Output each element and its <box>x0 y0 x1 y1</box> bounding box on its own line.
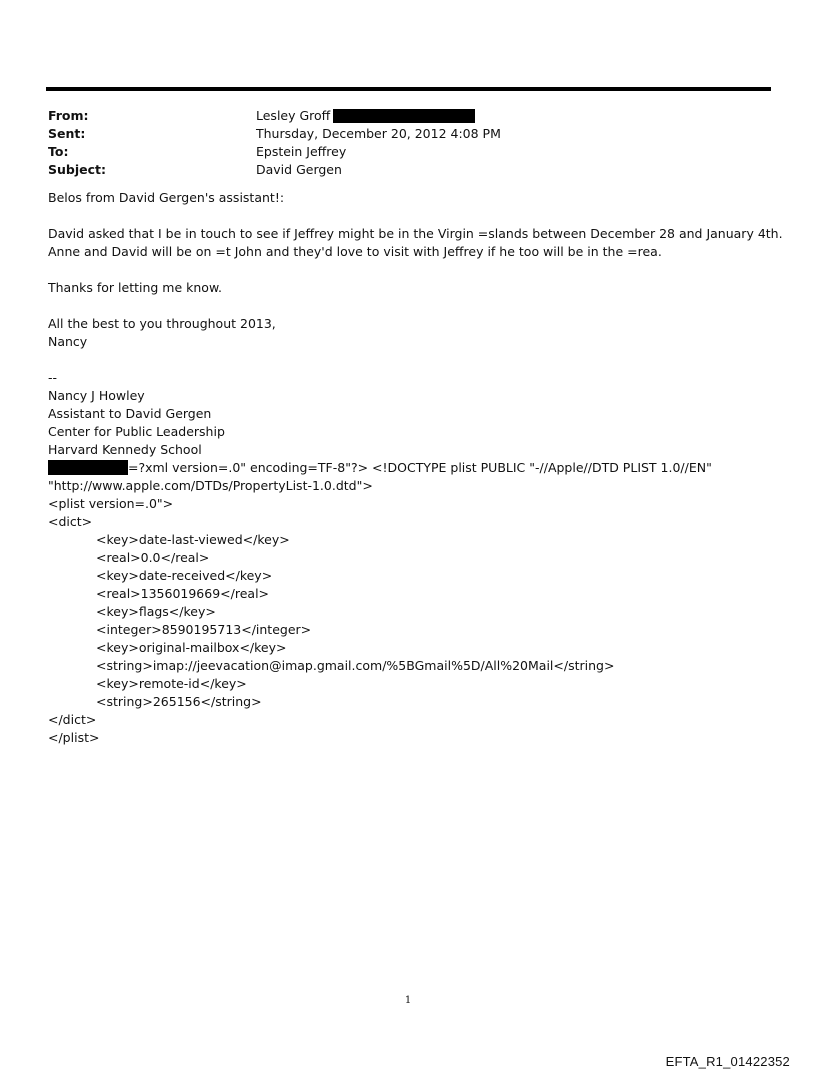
plist-line: "http://www.apple.com/DTDs/PropertyList-1.0.dtd"> <box>48 478 373 493</box>
plist-entry: <key>flags</key> <box>96 604 216 619</box>
plist-entry: <real>1356019669</real> <box>96 586 270 601</box>
plist-line: <plist version=.0"> <box>48 496 174 511</box>
plist-entry: <key>date-received</key> <box>96 568 273 583</box>
signature-title: Assistant to David Gergen <box>48 406 212 421</box>
plist-entry: <key>remote-id</key> <box>96 676 247 691</box>
from-label: From: <box>48 108 89 123</box>
from-row <box>48 107 748 125</box>
signature-center: Center for Public Leadership <box>48 424 225 439</box>
page-number: 1 <box>404 995 412 1006</box>
plist-entry: <integer>8590195713</integer> <box>96 622 312 637</box>
closing-line: All the best to you throughout 2013, <box>48 316 276 331</box>
subject-row <box>48 161 748 179</box>
body-paragraph-line: Anne and David will be on =t John and they'd love to visit with Jeffrey if he too will be in the =rea. <box>48 244 662 259</box>
email-header <box>48 107 748 179</box>
body-paragraph-line: David asked that I be in touch to see if Jeffrey might be in the Virgin =slands between December 28 and January 4th. <box>48 226 783 241</box>
plist-entry: <real>0.0</real> <box>96 550 210 565</box>
email-body <box>48 189 788 747</box>
sender-name: Lesley Groff <box>256 108 331 123</box>
subject-label: Subject: <box>48 162 106 177</box>
signature-school: Harvard Kennedy School <box>48 442 202 457</box>
to-row <box>48 143 748 161</box>
sent-label: Sent: <box>48 126 86 141</box>
plist-line <box>48 459 788 477</box>
redaction-bar <box>333 109 475 123</box>
plist-line: <dict> <box>48 514 93 529</box>
to-value: Epstein Jeffrey <box>256 144 347 159</box>
to-label: To: <box>48 144 69 159</box>
plist-xml-declaration: =?xml version=.0" encoding=TF-8"?> <!DOCTYPE plist PUBLIC "-//Apple//DTD PLIST 1.0//EN" <box>128 460 712 475</box>
plist-line: </plist> <box>48 730 100 745</box>
signature-separator: -- <box>48 370 58 385</box>
plist-entry: <key>original-mailbox</key> <box>96 640 287 655</box>
sent-value: Thursday, December 20, 2012 4:08 PM <box>256 126 501 141</box>
redaction-bar <box>48 460 128 475</box>
document-id: EFTA_R1_01422352 <box>665 1054 790 1069</box>
thanks-line: Thanks for letting me know. <box>48 280 222 295</box>
from-value <box>256 107 475 125</box>
plist-entry: <string>imap://jeevacation@imap.gmail.com/%5BGmail%5D/All%20Mail</string> <box>96 658 615 673</box>
plist-line: </dict> <box>48 712 97 727</box>
plist-entry: <key>date-last-viewed</key> <box>96 532 290 547</box>
header-divider <box>46 87 771 91</box>
signature-name: Nancy J Howley <box>48 388 145 403</box>
subject-value: David Gergen <box>256 162 342 177</box>
greeting-line: Belos from David Gergen's assistant!: <box>48 190 285 205</box>
plist-entry: <string>265156</string> <box>96 694 262 709</box>
sent-row <box>48 125 748 143</box>
signoff-name: Nancy <box>48 334 88 349</box>
